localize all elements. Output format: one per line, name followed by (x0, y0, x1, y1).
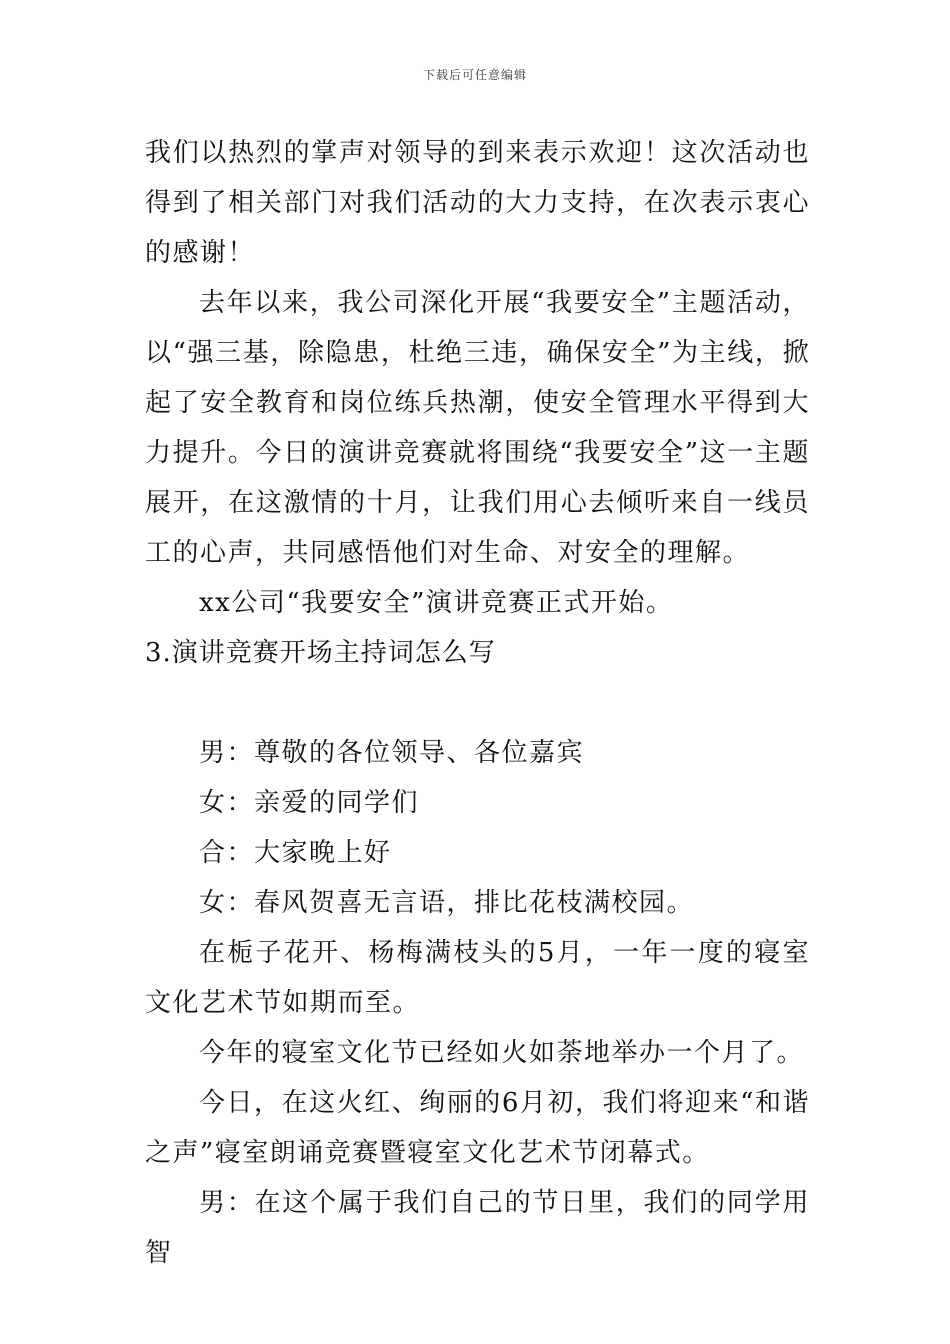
paragraph-june-closing: 今日，在这火红、绚丽的6月初，我们将迎来“和谐之声”寝室朗诵竞赛暨寝室文化艺术节闭幕式。 (145, 1088, 810, 1168)
paragraph-safety-activity: 去年以来，我公司深化开展“我要安全”主题活动，以“强三基，除隐患，杜绝三违，确保安全”为主线，掀起了安全教育和岗位练兵热潮，使安全管理水平得到大力提升。今日的演讲竞赛就将围绕“我要安全”这一主题展开，在这激情的十月，让我们用心去倾听来自一线员工的心声，共同感悟他们对生命、对安全的理解。 (145, 288, 810, 568)
document-body (145, 128, 810, 1278)
section-heading: 3.演讲竞赛开场主持词怎么写 (145, 638, 496, 668)
blank-line (145, 678, 810, 728)
paragraph-festival-month: 今年的寝室文化节已经如火如荼地举办一个月了。 (199, 1038, 805, 1068)
line-female-greeting: 女：亲爱的同学们 (199, 788, 420, 818)
paragraph-welcome: 我们以热烈的掌声对领导的到来表示欢迎！这次活动也得到了相关部门对我们活动的大力支持，在次表示衷心的感谢！ (145, 138, 810, 268)
line-male-festival: 男：在这个属于我们自己的节日里，我们的同学用智 (145, 1188, 810, 1268)
paragraph-may-festival: 在栀子花开、杨梅满枝头的5月，一年一度的寝室文化艺术节如期而至。 (145, 938, 810, 1018)
line-together-greeting: 合：大家晚上好 (199, 838, 392, 868)
line-male-greeting: 男：尊敬的各位领导、各位嘉宾 (199, 738, 585, 768)
page-header: 下载后可任意编辑 (422, 68, 527, 82)
line-female-spring: 女：春风贺喜无言语，排比花枝满校园。 (199, 888, 695, 918)
paragraph-contest-start: xx公司“我要安全”演讲竞赛正式开始。 (199, 588, 674, 618)
